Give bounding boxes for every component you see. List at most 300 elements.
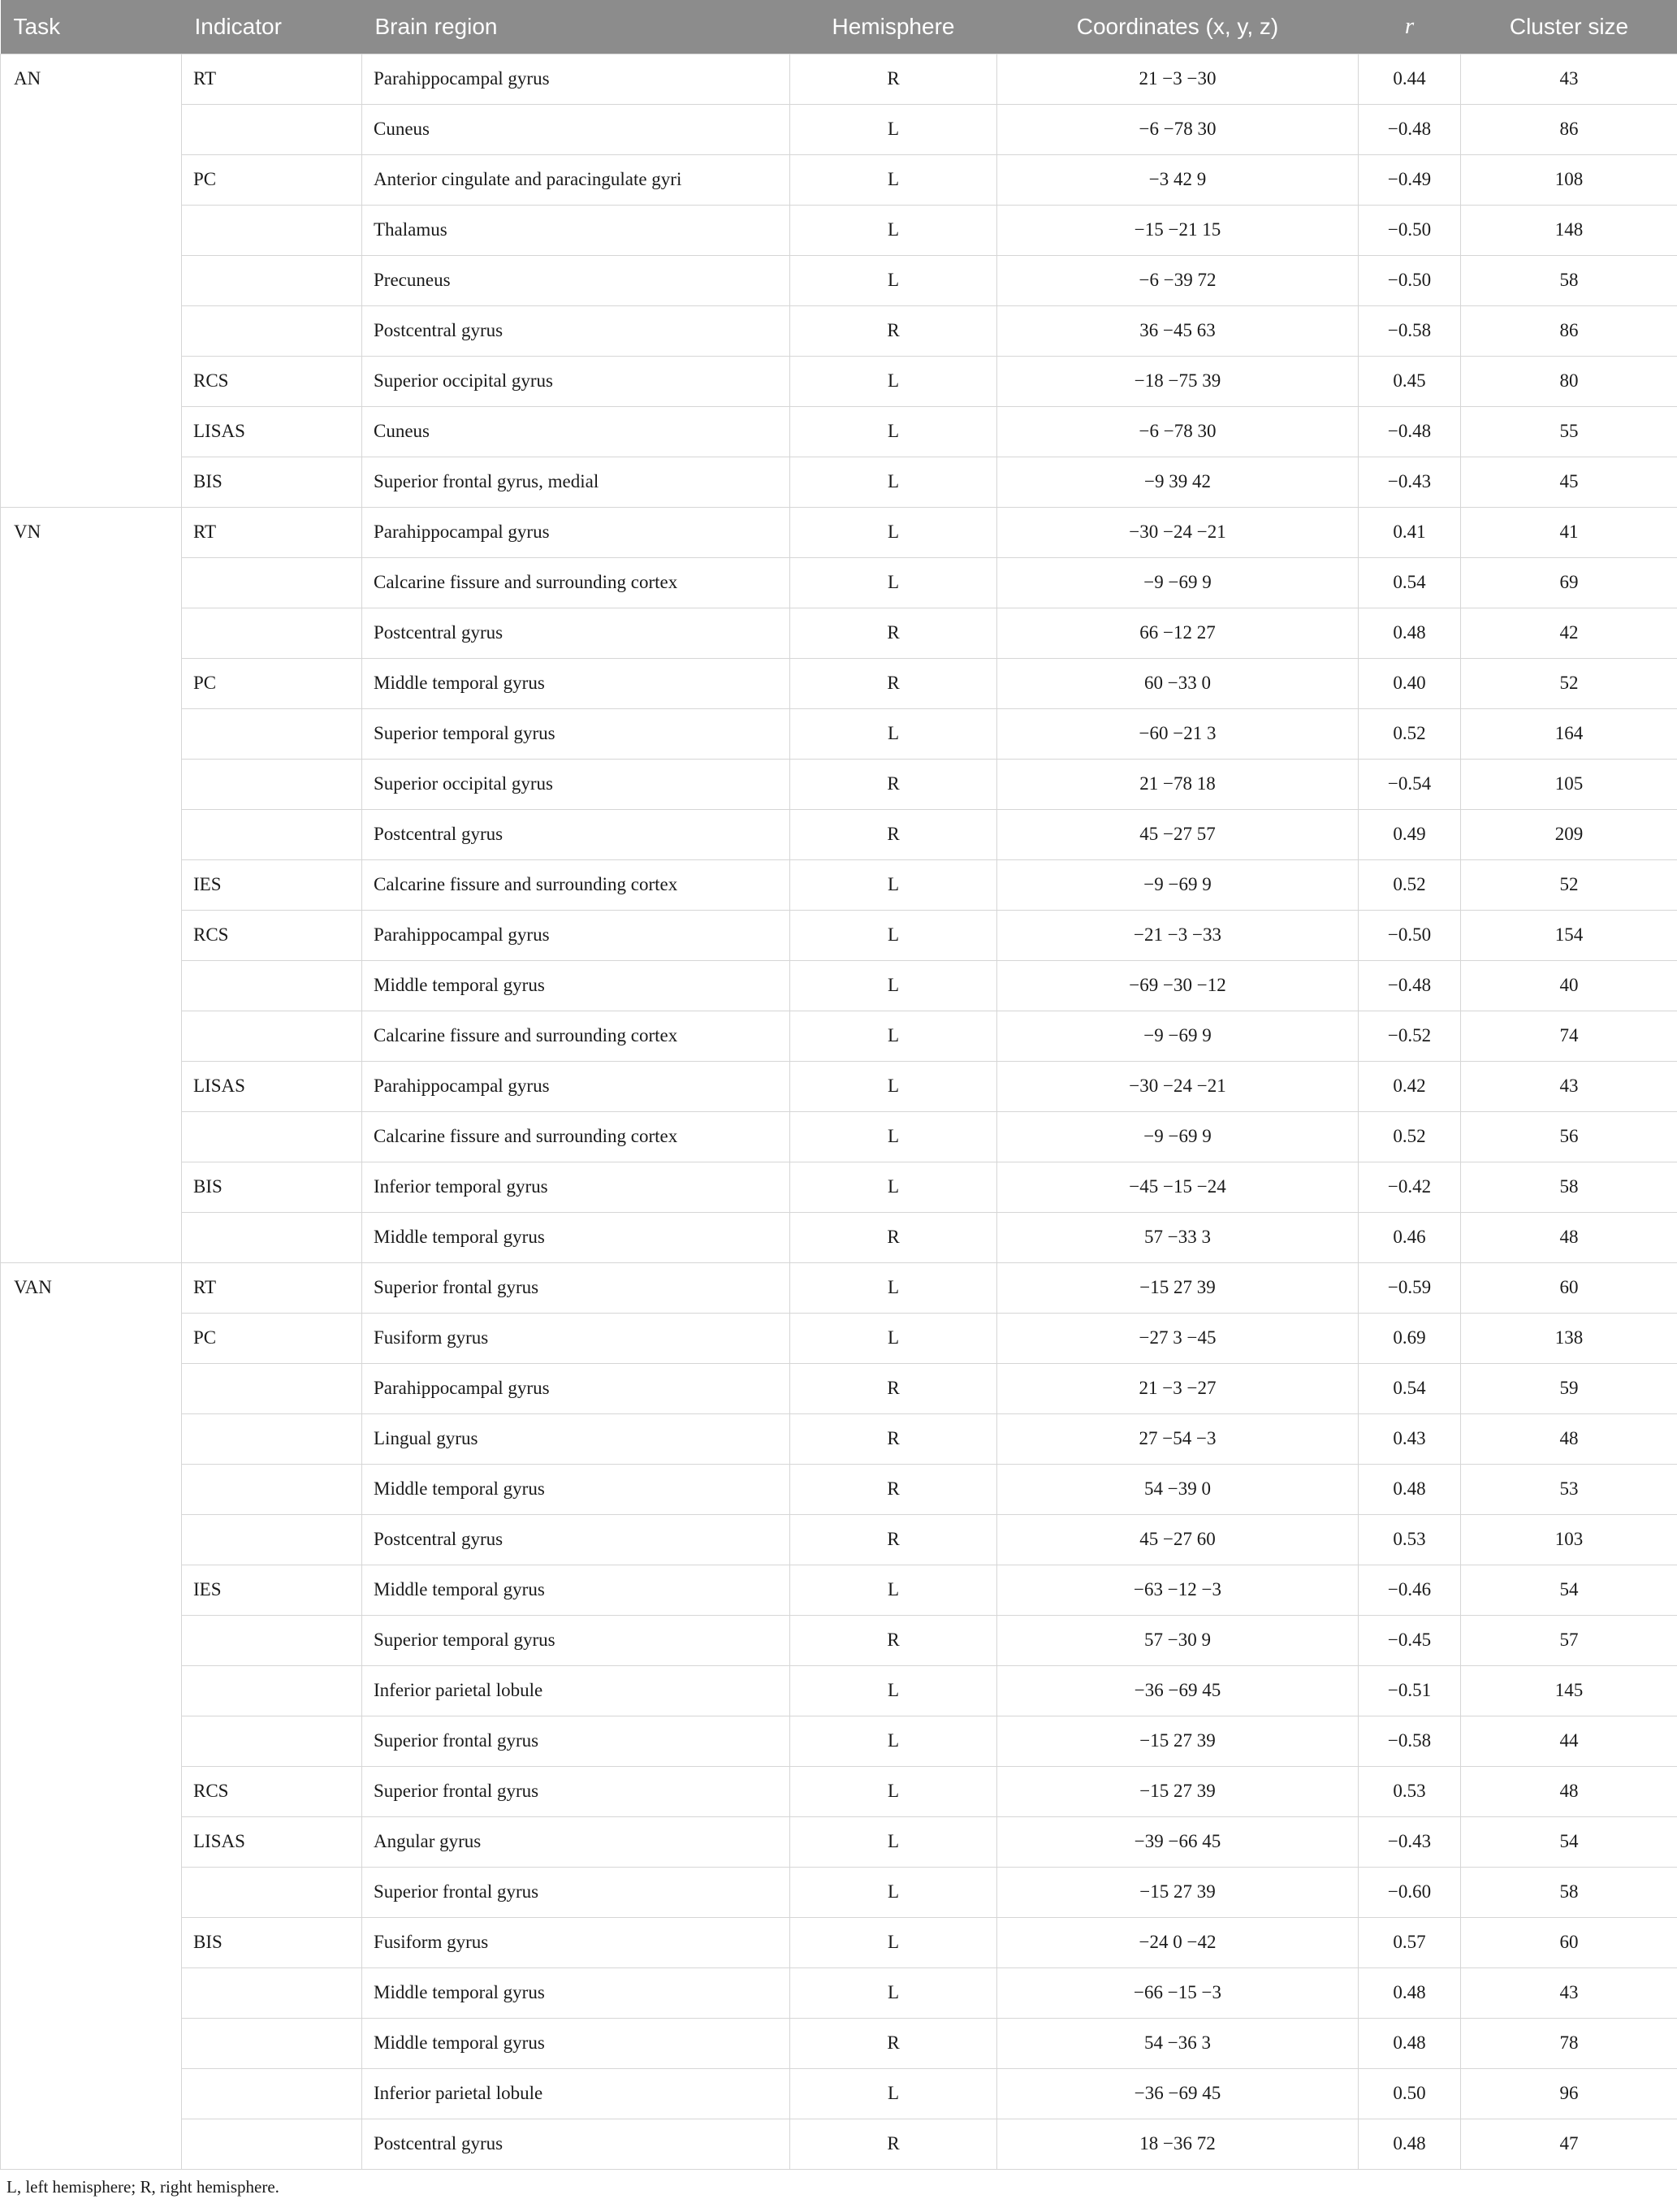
hemisphere-cell: L [790, 406, 997, 457]
coordinates-cell: −9 39 42 [997, 457, 1359, 507]
indicator-cell: BIS [182, 457, 362, 507]
r-value-cell: −0.49 [1359, 154, 1461, 205]
table-row [1, 960, 1677, 1011]
cluster-size-cell: 42 [1461, 608, 1677, 658]
indicator-cell [182, 708, 362, 759]
coordinates-cell: −27 3 −45 [997, 1313, 1359, 1363]
indicator-cell [182, 2068, 362, 2119]
hemisphere-cell: L [790, 1716, 997, 1766]
r-value-cell: 0.48 [1359, 1967, 1461, 2018]
r-value-cell: 0.57 [1359, 1917, 1461, 1967]
cluster-size-cell: 57 [1461, 1615, 1677, 1665]
cluster-size-cell: 86 [1461, 104, 1677, 154]
coordinates-cell: −21 −3 −33 [997, 910, 1359, 960]
hemisphere-cell: R [790, 1212, 997, 1262]
coordinates-cell: 21 −78 18 [997, 759, 1359, 809]
coordinates-cell: −45 −15 −24 [997, 1162, 1359, 1212]
header-hemisphere: Hemisphere [790, 0, 997, 54]
indicator-cell [182, 104, 362, 154]
cluster-size-cell: 43 [1461, 1061, 1677, 1111]
hemisphere-cell: L [790, 2068, 997, 2119]
cluster-size-cell: 54 [1461, 1565, 1677, 1615]
header-coordinates: Coordinates (x, y, z) [997, 0, 1359, 54]
coordinates-cell: 45 −27 57 [997, 809, 1359, 859]
coordinates-cell: −36 −69 45 [997, 2068, 1359, 2119]
brain-region-cell: Postcentral gyrus [362, 809, 790, 859]
cluster-size-cell: 209 [1461, 809, 1677, 859]
hemisphere-cell: R [790, 2119, 997, 2169]
hemisphere-cell: L [790, 1011, 997, 1061]
r-value-cell: 0.52 [1359, 1111, 1461, 1162]
coordinates-cell: 36 −45 63 [997, 305, 1359, 356]
header-indicator: Indicator [182, 0, 362, 54]
brain-region-cell: Middle temporal gyrus [362, 960, 790, 1011]
r-value-cell: 0.48 [1359, 2119, 1461, 2169]
indicator-cell: PC [182, 154, 362, 205]
cluster-size-cell: 44 [1461, 1716, 1677, 1766]
cluster-size-cell: 40 [1461, 960, 1677, 1011]
r-value-cell: −0.48 [1359, 960, 1461, 1011]
r-value-cell: 0.53 [1359, 1514, 1461, 1565]
cluster-size-cell: 41 [1461, 507, 1677, 557]
cluster-size-cell: 148 [1461, 205, 1677, 255]
coordinates-cell: −36 −69 45 [997, 1665, 1359, 1716]
coordinates-cell: 18 −36 72 [997, 2119, 1359, 2169]
r-value-cell: −0.45 [1359, 1615, 1461, 1665]
coordinates-cell: −69 −30 −12 [997, 960, 1359, 1011]
hemisphere-cell: L [790, 708, 997, 759]
hemisphere-cell: R [790, 1615, 997, 1665]
coordinates-cell: 21 −3 −27 [997, 1363, 1359, 1413]
brain-region-cell: Anterior cingulate and paracingulate gyri [362, 154, 790, 205]
r-value-cell: 0.48 [1359, 608, 1461, 658]
r-value-cell: 0.43 [1359, 1413, 1461, 1464]
brain-region-cell: Calcarine fissure and surrounding cortex [362, 859, 790, 910]
r-value-cell: −0.60 [1359, 1867, 1461, 1917]
table-row [1, 2068, 1677, 2119]
cluster-size-cell: 145 [1461, 1665, 1677, 1716]
table-row [1, 457, 1677, 507]
r-value-cell: −0.50 [1359, 910, 1461, 960]
table-row [1, 1816, 1677, 1867]
hemisphere-cell: R [790, 809, 997, 859]
r-value-cell: −0.52 [1359, 1011, 1461, 1061]
table-row [1, 809, 1677, 859]
indicator-cell: BIS [182, 1917, 362, 1967]
r-value-cell: −0.58 [1359, 1716, 1461, 1766]
table-row [1, 2018, 1677, 2068]
indicator-cell [182, 1615, 362, 1665]
hemisphere-cell: L [790, 104, 997, 154]
brain-region-cell: Superior temporal gyrus [362, 708, 790, 759]
hemisphere-cell: L [790, 910, 997, 960]
coordinates-cell: −24 0 −42 [997, 1917, 1359, 1967]
coordinates-cell: −9 −69 9 [997, 859, 1359, 910]
r-value-cell: −0.51 [1359, 1665, 1461, 1716]
coordinates-cell: −66 −15 −3 [997, 1967, 1359, 2018]
brain-region-cell: Postcentral gyrus [362, 2119, 790, 2169]
r-value-cell: −0.42 [1359, 1162, 1461, 1212]
r-value-cell: −0.48 [1359, 406, 1461, 457]
hemisphere-cell: R [790, 1363, 997, 1413]
indicator-cell [182, 960, 362, 1011]
table-row [1, 557, 1677, 608]
cluster-size-cell: 74 [1461, 1011, 1677, 1061]
indicator-cell [182, 809, 362, 859]
indicator-cell [182, 1212, 362, 1262]
task-cell: VN [1, 507, 182, 1262]
brain-region-cell: Superior frontal gyrus [362, 1262, 790, 1313]
hemisphere-cell: R [790, 305, 997, 356]
indicator-cell: RT [182, 1262, 362, 1313]
brain-region-cell: Thalamus [362, 205, 790, 255]
coordinates-cell: −9 −69 9 [997, 557, 1359, 608]
r-value-cell: 0.44 [1359, 54, 1461, 104]
table-row [1, 1967, 1677, 2018]
hemisphere-cell: R [790, 1514, 997, 1565]
r-value-cell: −0.59 [1359, 1262, 1461, 1313]
indicator-cell [182, 1967, 362, 2018]
r-value-cell: −0.48 [1359, 104, 1461, 154]
coordinates-cell: −39 −66 45 [997, 1816, 1359, 1867]
table-row [1, 205, 1677, 255]
brain-region-cell: Superior frontal gyrus, medial [362, 457, 790, 507]
coordinates-cell: 21 −3 −30 [997, 54, 1359, 104]
r-value-cell: 0.54 [1359, 557, 1461, 608]
hemisphere-cell: L [790, 1061, 997, 1111]
cluster-size-cell: 96 [1461, 2068, 1677, 2119]
indicator-cell [182, 557, 362, 608]
table-row [1, 1665, 1677, 1716]
table-row [1, 1766, 1677, 1816]
indicator-cell: RCS [182, 1766, 362, 1816]
hemisphere-cell: L [790, 1867, 997, 1917]
hemisphere-cell: L [790, 1262, 997, 1313]
brain-region-cell: Cuneus [362, 104, 790, 154]
brain-region-cell: Middle temporal gyrus [362, 2018, 790, 2068]
hemisphere-cell: R [790, 759, 997, 809]
indicator-cell: RT [182, 507, 362, 557]
hemisphere-cell: L [790, 1565, 997, 1615]
coordinates-cell: −6 −39 72 [997, 255, 1359, 305]
r-value-cell: 0.54 [1359, 1363, 1461, 1413]
hemisphere-cell: L [790, 1967, 997, 2018]
indicator-cell [182, 1514, 362, 1565]
brain-region-cell: Lingual gyrus [362, 1413, 790, 1464]
brain-region-cell: Parahippocampal gyrus [362, 507, 790, 557]
hemisphere-cell: L [790, 557, 997, 608]
coordinates-cell: −60 −21 3 [997, 708, 1359, 759]
hemisphere-cell: L [790, 1313, 997, 1363]
table-row [1, 1615, 1677, 1665]
hemisphere-cell: L [790, 1111, 997, 1162]
cluster-size-cell: 60 [1461, 1917, 1677, 1967]
task-cell: AN [1, 54, 182, 507]
table-row [1, 1162, 1677, 1212]
table-header [1, 0, 1677, 54]
coordinates-cell: −9 −69 9 [997, 1011, 1359, 1061]
indicator-cell: PC [182, 658, 362, 708]
r-value-cell: −0.43 [1359, 457, 1461, 507]
header-task: Task [1, 0, 182, 54]
task-cell: VAN [1, 1262, 182, 2169]
brain-region-cell: Middle temporal gyrus [362, 1565, 790, 1615]
indicator-cell: BIS [182, 1162, 362, 1212]
header-row [1, 0, 1677, 54]
indicator-cell: IES [182, 859, 362, 910]
brain-region-cell: Postcentral gyrus [362, 608, 790, 658]
r-value-cell: −0.50 [1359, 205, 1461, 255]
coordinates-cell: −15 27 39 [997, 1716, 1359, 1766]
brain-region-cell: Fusiform gyrus [362, 1313, 790, 1363]
r-value-cell: 0.69 [1359, 1313, 1461, 1363]
indicator-cell: LISAS [182, 1061, 362, 1111]
coordinates-cell: 45 −27 60 [997, 1514, 1359, 1565]
indicator-cell [182, 255, 362, 305]
cluster-size-cell: 80 [1461, 356, 1677, 406]
r-value-cell: 0.49 [1359, 809, 1461, 859]
indicator-cell [182, 1464, 362, 1514]
coordinates-cell: 57 −33 3 [997, 1212, 1359, 1262]
hemisphere-cell: L [790, 205, 997, 255]
indicator-cell [182, 608, 362, 658]
cluster-size-cell: 154 [1461, 910, 1677, 960]
table-row [1, 356, 1677, 406]
indicator-cell [182, 1867, 362, 1917]
brain-region-cell: Fusiform gyrus [362, 1917, 790, 1967]
brain-region-cell: Middle temporal gyrus [362, 1464, 790, 1514]
brain-region-cell: Calcarine fissure and surrounding cortex [362, 557, 790, 608]
table-row [1, 608, 1677, 658]
indicator-cell: LISAS [182, 406, 362, 457]
table-footnote: L, left hemisphere; R, right hemisphere. [6, 2176, 279, 2197]
brain-region-cell: Cuneus [362, 406, 790, 457]
brain-region-cell: Parahippocampal gyrus [362, 910, 790, 960]
cluster-size-cell: 56 [1461, 1111, 1677, 1162]
r-value-cell: 0.45 [1359, 356, 1461, 406]
table-row [1, 1867, 1677, 1917]
coordinates-cell: −3 42 9 [997, 154, 1359, 205]
brain-region-cell: Middle temporal gyrus [362, 1967, 790, 2018]
coordinates-cell: −15 27 39 [997, 1766, 1359, 1816]
brain-region-cell: Middle temporal gyrus [362, 1212, 790, 1262]
table-row [1, 1212, 1677, 1262]
hemisphere-cell: L [790, 507, 997, 557]
coordinates-cell: −9 −69 9 [997, 1111, 1359, 1162]
table-row [1, 658, 1677, 708]
r-value-cell: 0.50 [1359, 2068, 1461, 2119]
r-value-cell: 0.40 [1359, 658, 1461, 708]
r-value-cell: 0.48 [1359, 2018, 1461, 2068]
hemisphere-cell: L [790, 154, 997, 205]
r-value-cell: 0.52 [1359, 708, 1461, 759]
indicator-cell [182, 1111, 362, 1162]
coordinates-cell: 27 −54 −3 [997, 1413, 1359, 1464]
hemisphere-cell: L [790, 1665, 997, 1716]
brain-region-cell: Precuneus [362, 255, 790, 305]
hemisphere-cell: L [790, 1917, 997, 1967]
cluster-size-cell: 53 [1461, 1464, 1677, 1514]
header-brain-region: Brain region [362, 0, 790, 54]
coordinates-cell: −6 −78 30 [997, 406, 1359, 457]
coordinates-cell: −15 27 39 [997, 1867, 1359, 1917]
hemisphere-cell: L [790, 1766, 997, 1816]
table-row [1, 1111, 1677, 1162]
brain-region-cell: Inferior parietal lobule [362, 1665, 790, 1716]
r-value-cell: 0.46 [1359, 1212, 1461, 1262]
indicator-cell [182, 1363, 362, 1413]
indicator-cell [182, 205, 362, 255]
table-row [1, 708, 1677, 759]
brain-region-cell: Superior frontal gyrus [362, 1867, 790, 1917]
coordinates-cell: −30 −24 −21 [997, 1061, 1359, 1111]
table-row [1, 1917, 1677, 1967]
indicator-cell: RCS [182, 910, 362, 960]
table-row [1, 54, 1677, 104]
brain-region-cell: Parahippocampal gyrus [362, 54, 790, 104]
hemisphere-cell: L [790, 1816, 997, 1867]
indicator-cell: PC [182, 1313, 362, 1363]
hemisphere-cell: L [790, 255, 997, 305]
r-value-cell: 0.48 [1359, 1464, 1461, 1514]
r-value-cell: −0.58 [1359, 305, 1461, 356]
cluster-size-cell: 105 [1461, 759, 1677, 809]
table-row [1, 1061, 1677, 1111]
cluster-size-cell: 58 [1461, 1867, 1677, 1917]
r-value-cell: 0.52 [1359, 859, 1461, 910]
indicator-cell [182, 2119, 362, 2169]
brain-region-cell: Calcarine fissure and surrounding cortex [362, 1111, 790, 1162]
table-row [1, 406, 1677, 457]
cluster-size-cell: 60 [1461, 1262, 1677, 1313]
cluster-size-cell: 52 [1461, 658, 1677, 708]
cluster-size-cell: 45 [1461, 457, 1677, 507]
r-value-cell: −0.50 [1359, 255, 1461, 305]
table-row [1, 1464, 1677, 1514]
table-body [1, 54, 1677, 2169]
coordinates-cell: 60 −33 0 [997, 658, 1359, 708]
indicator-cell [182, 1716, 362, 1766]
table-row [1, 255, 1677, 305]
coordinates-cell: 54 −39 0 [997, 1464, 1359, 1514]
coordinates-cell: −15 −21 15 [997, 205, 1359, 255]
indicator-cell [182, 305, 362, 356]
brain-region-cell: Superior frontal gyrus [362, 1716, 790, 1766]
table-row [1, 507, 1677, 557]
cluster-size-cell: 59 [1461, 1363, 1677, 1413]
hemisphere-cell: L [790, 457, 997, 507]
cluster-size-cell: 47 [1461, 2119, 1677, 2169]
cluster-size-cell: 78 [1461, 2018, 1677, 2068]
table-row [1, 1262, 1677, 1313]
brain-region-cell: Middle temporal gyrus [362, 658, 790, 708]
coordinates-cell: 54 −36 3 [997, 2018, 1359, 2068]
indicator-cell: RT [182, 54, 362, 104]
hemisphere-cell: L [790, 859, 997, 910]
cluster-size-cell: 43 [1461, 54, 1677, 104]
coordinates-cell: −63 −12 −3 [997, 1565, 1359, 1615]
table-row [1, 1011, 1677, 1061]
indicator-cell [182, 1665, 362, 1716]
table-row [1, 759, 1677, 809]
hemisphere-cell: R [790, 1464, 997, 1514]
cluster-size-cell: 52 [1461, 859, 1677, 910]
cluster-size-cell: 108 [1461, 154, 1677, 205]
cluster-size-cell: 164 [1461, 708, 1677, 759]
header-cluster-size: Cluster size [1461, 0, 1677, 54]
brain-region-cell: Postcentral gyrus [362, 1514, 790, 1565]
hemisphere-cell: L [790, 960, 997, 1011]
table-row [1, 305, 1677, 356]
indicator-cell [182, 759, 362, 809]
table-row [1, 910, 1677, 960]
indicator-cell: LISAS [182, 1816, 362, 1867]
cluster-size-cell: 86 [1461, 305, 1677, 356]
indicator-cell: IES [182, 1565, 362, 1615]
r-value-cell: 0.53 [1359, 1766, 1461, 1816]
brain-region-cell: Angular gyrus [362, 1816, 790, 1867]
cluster-size-cell: 43 [1461, 1967, 1677, 2018]
hemisphere-cell: R [790, 658, 997, 708]
brain-region-cell: Postcentral gyrus [362, 305, 790, 356]
r-value-cell: −0.43 [1359, 1816, 1461, 1867]
r-value-cell: −0.46 [1359, 1565, 1461, 1615]
hemisphere-cell: R [790, 1413, 997, 1464]
table-row [1, 1514, 1677, 1565]
hemisphere-cell: R [790, 2018, 997, 2068]
table-row [1, 154, 1677, 205]
cluster-size-cell: 69 [1461, 557, 1677, 608]
coordinates-cell: 66 −12 27 [997, 608, 1359, 658]
cluster-size-cell: 58 [1461, 1162, 1677, 1212]
cluster-size-cell: 48 [1461, 1766, 1677, 1816]
table-row [1, 1716, 1677, 1766]
cluster-size-cell: 58 [1461, 255, 1677, 305]
cluster-size-cell: 54 [1461, 1816, 1677, 1867]
hemisphere-cell: R [790, 608, 997, 658]
table-row [1, 1565, 1677, 1615]
brain-region-cell: Inferior temporal gyrus [362, 1162, 790, 1212]
table-row [1, 859, 1677, 910]
coordinates-cell: −30 −24 −21 [997, 507, 1359, 557]
r-value-cell: −0.54 [1359, 759, 1461, 809]
coordinates-cell: 57 −30 9 [997, 1615, 1359, 1665]
brain-region-cell: Superior frontal gyrus [362, 1766, 790, 1816]
brain-region-cell: Calcarine fissure and surrounding cortex [362, 1011, 790, 1061]
brain-region-cell: Parahippocampal gyrus [362, 1363, 790, 1413]
table-row [1, 1363, 1677, 1413]
hemisphere-cell: R [790, 54, 997, 104]
coordinates-cell: −18 −75 39 [997, 356, 1359, 406]
brain-region-cell: Superior occipital gyrus [362, 356, 790, 406]
brain-region-cell: Superior occipital gyrus [362, 759, 790, 809]
indicator-cell: RCS [182, 356, 362, 406]
hemisphere-cell: L [790, 1162, 997, 1212]
indicator-cell [182, 2018, 362, 2068]
cluster-size-cell: 55 [1461, 406, 1677, 457]
table-row [1, 104, 1677, 154]
table-row [1, 2119, 1677, 2169]
hemisphere-cell: L [790, 356, 997, 406]
brain-region-cell: Parahippocampal gyrus [362, 1061, 790, 1111]
coordinates-cell: −6 −78 30 [997, 104, 1359, 154]
table-row [1, 1413, 1677, 1464]
r-value-cell: 0.41 [1359, 507, 1461, 557]
indicator-cell [182, 1413, 362, 1464]
r-value-cell: 0.42 [1359, 1061, 1461, 1111]
cluster-size-cell: 103 [1461, 1514, 1677, 1565]
indicator-cell [182, 1011, 362, 1061]
